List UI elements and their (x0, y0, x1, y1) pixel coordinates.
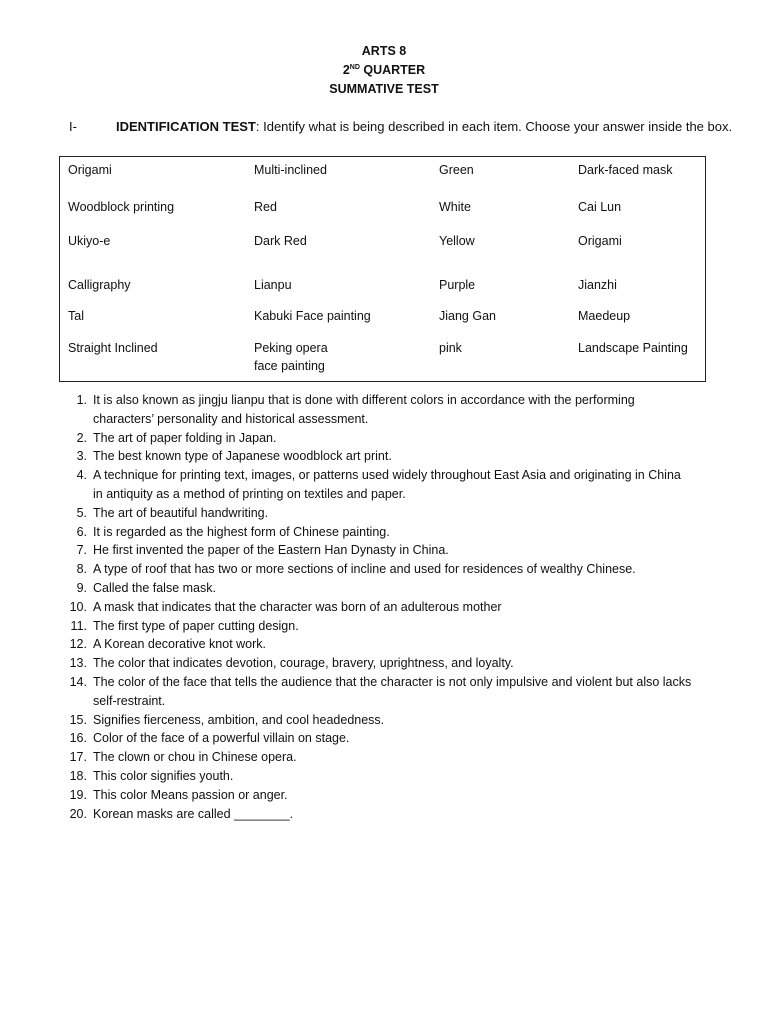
question-text: This color signifies youth. (93, 768, 234, 783)
question-item (65, 673, 725, 711)
question-item (65, 560, 725, 579)
question-text: The best known type of Japanese woodblock art print. (93, 449, 392, 464)
question-item (65, 466, 725, 504)
instruction-line (69, 118, 732, 136)
question-text: The art of beautiful handwriting. (93, 505, 269, 520)
answer-choice: pink (439, 341, 462, 355)
question-text: in antiquity as a method of printing on textiles and paper. (93, 486, 406, 501)
question-number: 13. (69, 656, 87, 671)
question-number: 5. (76, 505, 87, 520)
answer-choice: Green (439, 163, 474, 177)
question-item (65, 447, 725, 466)
answer-choice: Calligraphy (68, 278, 131, 292)
instruction-text: : Identify what is being described in each item. Choose your answer inside the box. (255, 119, 733, 134)
answer-choice: Jianzhi (578, 278, 617, 292)
question-item (65, 579, 725, 598)
question-item (65, 541, 725, 560)
question-text: A technique for printing text, images, or patterns used widely throughout East Asia and originating in China (93, 468, 681, 483)
question-number: 19. (69, 787, 87, 802)
answer-choice: Jiang Gan (439, 309, 496, 323)
answer-choice: White (439, 200, 471, 214)
question-text: self-restraint. (93, 693, 166, 708)
answer-choice: Woodblock printing (68, 200, 175, 214)
answer-choice: Peking opera (254, 341, 328, 355)
question-text: The clown or chou in Chinese opera. (93, 750, 297, 765)
answer-choice: Red (254, 200, 277, 214)
answer-choice: Purple (439, 278, 476, 292)
question-item (65, 767, 725, 786)
question-item (65, 805, 725, 824)
question-text: Called the false mask. (93, 580, 216, 595)
question-number: 16. (69, 731, 87, 746)
test-title: SUMMATIVE TEST (329, 82, 439, 96)
question-list (65, 391, 725, 823)
question-item (65, 523, 725, 542)
question-item (65, 729, 725, 748)
question-text: Color of the face of a powerful villain on stage. (93, 731, 350, 746)
question-number: 8. (76, 562, 87, 577)
answer-choice: Yellow (439, 234, 475, 248)
question-text: A Korean decorative knot work. (93, 637, 267, 652)
question-number: 14. (69, 674, 87, 689)
answer-choice: Maedeup (578, 309, 631, 323)
question-item (65, 617, 725, 636)
question-number: 12. (69, 637, 87, 652)
question-item (65, 598, 725, 617)
question-text: This color Means passion or anger. (93, 787, 288, 802)
question-item (65, 654, 725, 673)
question-text: characters’ personality and historical assessment. (93, 411, 369, 426)
answer-choices-box (59, 156, 706, 382)
question-number: 6. (76, 524, 87, 539)
answer-choice: Tal (68, 309, 84, 323)
question-text: The art of paper folding in Japan. (93, 430, 277, 445)
answer-choice: Landscape Painting (578, 341, 688, 355)
question-number: 17. (69, 750, 87, 765)
question-number: 1. (76, 393, 87, 407)
question-item (65, 786, 725, 805)
question-number: 7. (76, 543, 87, 558)
question-item (65, 504, 725, 523)
answer-choice: Multi-inclined (254, 163, 327, 177)
answer-choice: Kabuki Face painting (254, 309, 371, 323)
question-text: It is also known as jingju lianpu that is done with different colors in accordance with the performing (93, 393, 635, 407)
quarter-label: QUARTER (359, 63, 426, 77)
question-text: Korean masks are called ________. (93, 806, 294, 821)
answer-choice: Dark-faced mask (578, 163, 673, 177)
question-number: 11. (70, 618, 87, 633)
question-text: It is regarded as the highest form of Chinese painting. (93, 524, 390, 539)
question-number: 4. (76, 468, 87, 483)
subject-title: ARTS 8 (361, 44, 407, 58)
question-number: 10. (69, 599, 87, 614)
question-text: Signifies fierceness, ambition, and cool headedness. (93, 712, 385, 727)
section-number: I- (69, 119, 77, 134)
question-number: 2. (76, 430, 87, 445)
answer-choice-continuation: face painting (254, 359, 325, 373)
answer-choice: Dark Red (254, 234, 307, 248)
question-text: The first type of paper cutting design. (93, 618, 299, 633)
question-text: The color of the face that tells the audience that the character is not only impulsive and violent but also lacks (93, 674, 692, 689)
quarter-title (0, 61, 768, 80)
answer-choice: Lianpu (254, 278, 292, 292)
section-label: IDENTIFICATION TEST (116, 119, 256, 134)
question-item (65, 711, 725, 730)
answer-choice: Ukiyo-e (68, 234, 111, 248)
question-number: 3. (76, 449, 87, 464)
question-item (65, 391, 725, 429)
question-text: A mask that indicates that the character was born of an adulterous mother (93, 599, 502, 614)
answer-choice: Origami (578, 234, 622, 248)
document-header (0, 42, 768, 99)
question-text: The color that indicates devotion, courage, bravery, uprightness, and loyalty. (93, 656, 514, 671)
answer-choice: Origami (68, 163, 112, 177)
answer-choice: Cai Lun (578, 200, 622, 214)
question-number: 18. (69, 768, 87, 783)
question-text: A type of roof that has two or more sections of incline and used for residences of wealthy Chinese. (93, 562, 636, 577)
quarter-ordinal: ND (349, 64, 360, 71)
question-item (65, 748, 725, 767)
question-text: He first invented the paper of the Eastern Han Dynasty in China. (93, 543, 449, 558)
question-item (65, 429, 725, 448)
question-number: 20. (69, 806, 87, 821)
quarter-number: 2 (342, 63, 350, 77)
answer-choice: Straight Inclined (68, 341, 158, 355)
question-number: 9. (76, 580, 87, 595)
question-number: 15. (69, 712, 87, 727)
question-item (65, 635, 725, 654)
